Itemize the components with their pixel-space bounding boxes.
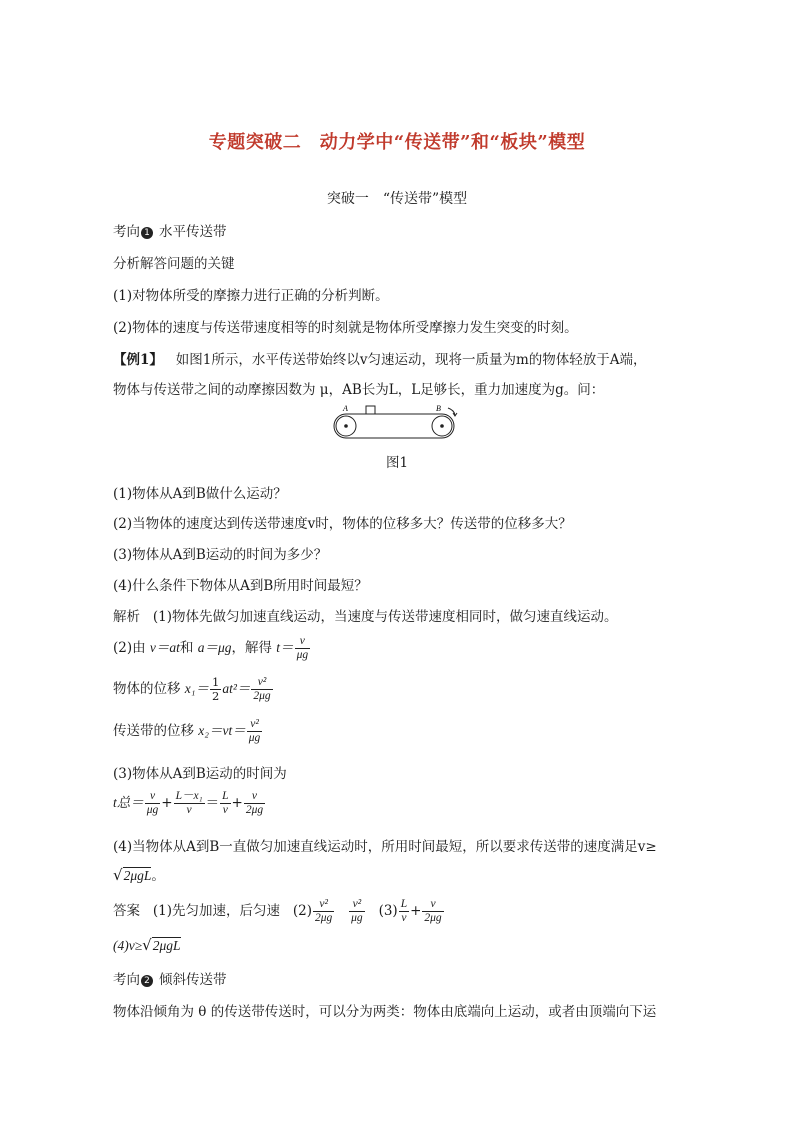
block-icon <box>366 406 375 414</box>
solution-line-6: t总＝ $\frac{v}{\mu g}$ + $\frac{\text{L－x₁}}{v}$ ＝ $\frac{L}{v}$ + $\frac{v}{2\mu g}$ <box>113 790 264 816</box>
fraction: $\frac{\text{v²}}{\mu g}$ <box>248 718 261 744</box>
figure-caption: 图1 <box>385 455 409 471</box>
answer-line-1: 答案 (1)先匀加速，后匀速 (2) $\frac{\text{v²}}{2\mu g}$ $\frac{\text{v²}}{\mu g}$ (3) $\frac{L}{v}$ + $\frac{v}{2\mu g}$ <box>113 898 442 924</box>
question-3: (3)物体从A到B运动的时间为多少？ <box>113 547 328 563</box>
subsection-heading-2 <box>113 968 227 988</box>
solution-line-7: (4)当物体从A到B一直做匀加速直线运动时，所用时间最短，所以要求传送带的速度满足v≥ <box>113 839 657 855</box>
conveyor-belt-figure <box>330 402 460 444</box>
example-label: 【例1】 <box>113 352 163 368</box>
example-line-2: 物体与传送带之间的动摩擦因数为 μ，AB长为L，L足够长，重力加速度为g。问： <box>113 382 605 398</box>
solution-line-3: 物体的位移 x₁＝ $\frac{1}{2}$ at²＝ $\frac{\text{v²}}{2\mu g}$ <box>113 675 271 703</box>
solution-line-4: 传送带的位移 x₂＝vt＝ $\frac{\text{v²}}{\mu g}$ <box>113 718 261 744</box>
answer-line-2: (4)v≥√2μgL <box>113 936 181 954</box>
section-title: 突破一 “传送带”模型 <box>326 191 468 207</box>
fraction: $\frac{v}{\mu g}$ <box>296 635 309 661</box>
example-text: 如图1所示，水平传送带始终以v匀速运动，现将一质量为m的物体轻放于A端， <box>175 352 647 368</box>
question-4: (4)什么条件下物体从A到B所用时间最短？ <box>113 578 368 594</box>
paragraph: (2)物体的速度与传送带速度相等的时刻就是物体所受摩擦力发生突变的时刻。 <box>113 320 578 336</box>
paragraph: (1)对物体所受的摩擦力进行正确的分析判断。 <box>113 288 389 304</box>
fraction: $\frac{\text{v²}}{2\mu g}$ <box>315 898 333 924</box>
radical-sign: √ <box>113 866 123 884</box>
fraction: $\frac{\text{v²}}{2\mu g}$ <box>253 676 271 702</box>
solution-line-5: (3)物体从A到B运动的时间为 <box>113 766 287 782</box>
fraction: $\frac{L}{v}$ <box>222 790 229 816</box>
paragraph: 分析解答问题的关键 <box>113 256 235 272</box>
fraction: $\frac{1}{2}$ <box>211 675 220 703</box>
fraction: $\frac{v}{\mu g}$ <box>146 790 159 816</box>
fraction: $\frac{\text{v²}}{\mu g}$ <box>351 898 363 924</box>
radical-sign: √ <box>142 936 152 954</box>
solution-line-8: √2μgL。 <box>113 866 165 884</box>
circled-number-icon: 2 <box>141 975 153 987</box>
subsection-prefix: 考向 <box>113 224 140 240</box>
solution-line-2: (2)由 v＝at和 a＝μg，解得 t＝ $\frac{v}{\mu g}$ <box>113 635 309 661</box>
svg-text:B: B <box>436 404 441 413</box>
solution-line-1: 解析 (1)物体先做匀加速直线运动，当速度与传送带速度相同时，做匀速直线运动。 <box>113 609 618 625</box>
circled-number-icon: 1 <box>141 227 153 239</box>
example-line-1 <box>113 348 647 368</box>
subsection-text: 倾斜传送带 <box>159 972 227 988</box>
svg-text:A: A <box>343 404 348 413</box>
answer-label: 答案 <box>113 903 140 919</box>
paragraph: 物体沿倾角为 θ 的传送带传送时，可以分为两类：物体由底端向上运动，或者由顶端向下运 <box>113 1004 657 1020</box>
question-1: (1)物体从A到B做什么运动？ <box>113 486 287 502</box>
question-2: (2)当物体的速度达到传送带速度v时，物体的位移多大？传送带的位移多大？ <box>113 516 572 532</box>
fraction: $\frac{L}{v}$ <box>400 898 408 924</box>
subsection-heading-1 <box>113 220 227 240</box>
subsection-text: 水平传送带 <box>159 224 227 240</box>
subsection-prefix: 考向 <box>113 972 140 988</box>
fraction: $\frac{v}{2\mu g}$ <box>245 790 264 816</box>
page-title: 专题突破二 动力学中“传送带”和“板块”模型 <box>208 132 586 153</box>
fraction: $\frac{v}{2\mu g}$ <box>424 898 442 924</box>
solution-label: 解析 <box>113 609 140 625</box>
fraction: $\frac{\text{L－x₁}}{v}$ <box>175 790 203 816</box>
